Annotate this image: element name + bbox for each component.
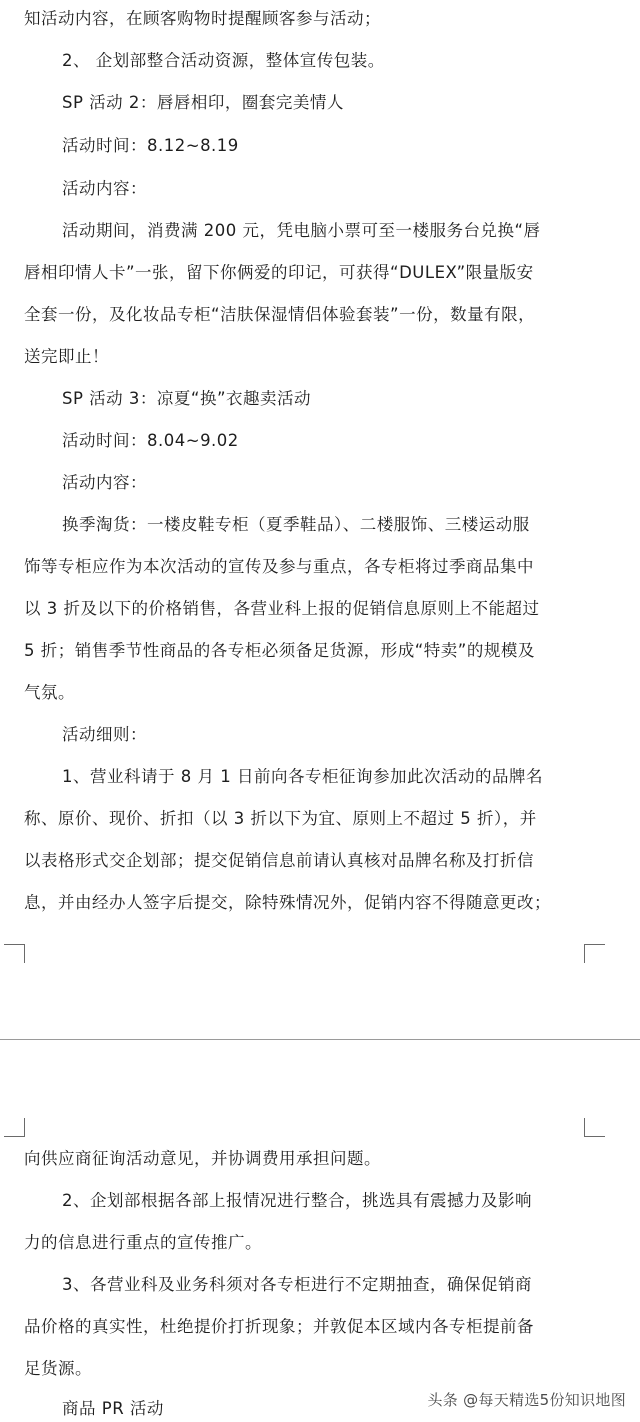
- text-line: 活动时间：8.12~8.19: [62, 136, 239, 155]
- text-line: SP 活动 2：唇唇相印，圈套完美情人: [62, 93, 344, 112]
- text-line: 换季淘货：一楼皮鞋专柜（夏季鞋品）、二楼服饰、三楼运动服: [62, 515, 530, 534]
- text-line: 气氛。: [24, 683, 75, 702]
- text-line: 品价格的真实性，杜绝提价打折现象；并敦促本区域内各专柜提前备: [24, 1317, 534, 1336]
- text-line: 力的信息进行重点的宣传推广。: [24, 1233, 262, 1252]
- text-line: 活动内容：: [62, 179, 147, 198]
- text-line: 活动期间，消费满 200 元，凭电脑小票可至一楼服务台兑换“唇: [62, 221, 541, 240]
- text-line: 息，并由经办人签字后提交，除特殊情况外，促销内容不得随意更改；: [24, 893, 551, 912]
- page-corner-mark: [584, 944, 605, 963]
- text-line: 向供应商征询活动意见，并协调费用承担问题。: [24, 1149, 381, 1168]
- text-line: 5 折；销售季节性商品的各专柜必须备足货源，形成“特卖”的规模及: [24, 641, 535, 660]
- text-line: 商品 PR 活动: [62, 1399, 164, 1418]
- text-line: 以 3 折及以下的价格销售，各营业科上报的促销信息原则上不能超过: [24, 599, 540, 618]
- text-line: 知活动内容，在顾客购物时提醒顾客参与活动；: [24, 9, 381, 28]
- page-corner-mark: [4, 944, 25, 963]
- text-line: SP 活动 3：凉夏“换”衣趣卖活动: [62, 389, 312, 408]
- text-line: 1、营业科请于 8 月 1 日前向各专柜征询参加此次活动的品牌名: [62, 767, 543, 786]
- text-line: 送完即止！: [24, 347, 109, 366]
- page-corner-mark: [4, 1118, 25, 1137]
- watermark: 头条 @每天精选5份知识地图: [427, 1391, 626, 1409]
- text-line: 全套一份，及化妆品专柜“洁肤保湿情侣体验套装”一份，数量有限，: [24, 305, 536, 324]
- text-line: 活动时间：8.04~9.02: [62, 431, 239, 450]
- text-line: 足货源。: [24, 1359, 92, 1378]
- text-line: 3、各营业科及业务科须对各专柜进行不定期抽查，确保促销商: [62, 1275, 532, 1294]
- page-corner-mark: [584, 1118, 605, 1137]
- text-line: 称、原价、现价、折扣（以 3 折以下为宜、原则上不超过 5 折），并: [24, 809, 537, 828]
- text-line: 活动内容：: [62, 473, 147, 492]
- text-line: 唇相印情人卡”一张，留下你俩爱的印记，可获得“DULEX”限量版安: [24, 263, 534, 282]
- text-line: 以表格形式交企划部；提交促销信息前请认真核对品牌名称及打折信: [24, 851, 534, 870]
- text-line: 饰等专柜应作为本次活动的宣传及参与重点，各专柜将过季商品集中: [24, 557, 534, 576]
- text-line: 2、 企划部整合活动资源，整体宣传包装。: [62, 51, 385, 70]
- text-line: 2、企划部根据各部上报情况进行整合，挑选具有震撼力及影响: [62, 1191, 532, 1210]
- page-separator: [0, 1039, 640, 1040]
- text-line: 活动细则：: [62, 725, 147, 744]
